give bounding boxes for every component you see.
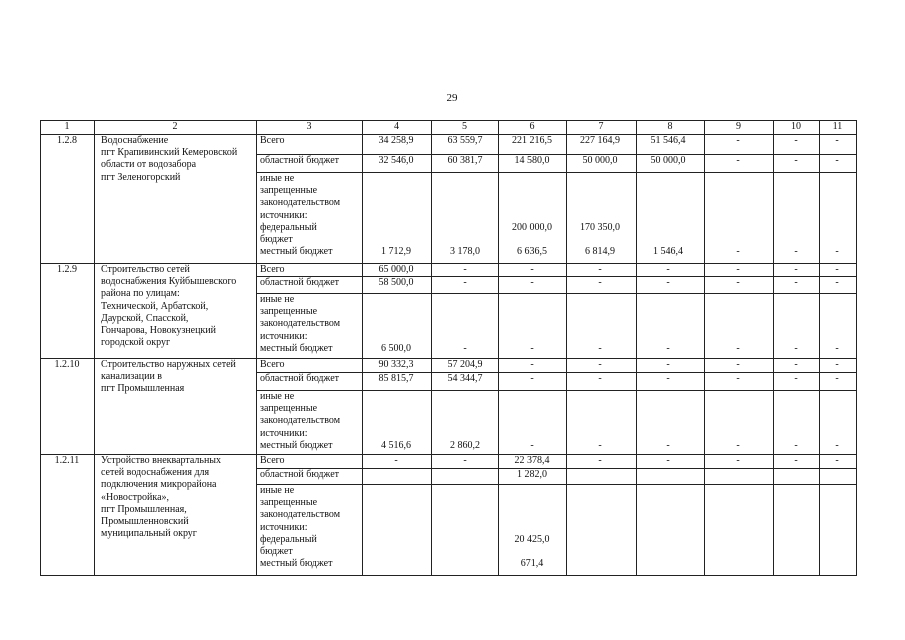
value-cell: 32 546,0: [378, 155, 414, 166]
value-cell: -: [463, 455, 467, 466]
source-label-line: иные не: [260, 294, 295, 305]
table-rule: [256, 120, 257, 575]
value-cell: 51 546,4: [650, 135, 686, 146]
value-cell: -: [736, 155, 740, 166]
value-cell: -: [794, 342, 798, 354]
value-cell: -: [666, 342, 670, 354]
value-cell: 34 258,9: [378, 135, 414, 146]
row-name-line: Строительство наружных сетей: [101, 359, 236, 370]
value-cell: -: [666, 439, 670, 451]
value-cell: -: [598, 373, 602, 384]
value-cell: -: [598, 455, 602, 466]
value-cell: 90 332,3: [378, 359, 414, 370]
value-cell: 58 500,0: [378, 277, 414, 288]
value-cell: 60 381,7: [447, 155, 483, 166]
value-cell: 65 000,0: [378, 264, 414, 275]
row-name-line: Строительство сетей: [101, 264, 190, 275]
federal-value-cell: 170 350,0: [580, 221, 620, 233]
source-label-line: Всего: [260, 264, 285, 275]
value-cell: 6 636,5: [517, 246, 547, 258]
value-cell: -: [530, 373, 534, 384]
source-label-line: областной бюджет: [260, 277, 340, 288]
source-label-line: источники:: [260, 330, 308, 342]
row-name-line: канализации в: [101, 371, 163, 383]
value-cell: -: [394, 455, 398, 466]
value-cell: 54 344,7: [447, 373, 483, 384]
value-cell: -: [463, 264, 467, 275]
source-label-line: источники:: [260, 427, 308, 439]
row-name-line: пгт Промышленная: [101, 383, 185, 395]
value-cell: -: [835, 264, 839, 275]
value-cell: -: [835, 439, 839, 451]
row-name-line: Устройство внеквартальных: [101, 455, 222, 466]
value-cell: -: [598, 277, 602, 288]
value-cell: -: [736, 135, 740, 146]
row-name-line: Технической, Арбатской,: [101, 300, 209, 312]
value-cell: 6 500,0: [381, 342, 411, 354]
value-cell: -: [794, 277, 798, 288]
value-cell: -: [736, 264, 740, 275]
value-cell: -: [666, 373, 670, 384]
federal-value-cell: 20 425,0: [514, 533, 550, 545]
column-header-8: 8: [667, 121, 673, 132]
value-cell: -: [736, 359, 740, 370]
source-label-line: федеральный: [260, 221, 317, 233]
source-label-line: местный бюджет: [260, 558, 333, 570]
value-cell: 671,4: [520, 558, 544, 570]
value-cell: 1 712,9: [381, 246, 411, 258]
value-cell: -: [794, 455, 798, 466]
row-name-line: Водоснабжение: [101, 135, 169, 146]
row-number: 1.2.9: [57, 264, 77, 275]
source-label-line: местный бюджет: [260, 439, 333, 451]
source-label-line: областной бюджет: [260, 155, 340, 166]
value-cell: 14 580,0: [514, 155, 550, 166]
value-cell: 50 000,0: [650, 155, 686, 166]
row-name-line: области от водозабора: [101, 159, 197, 171]
value-cell: -: [530, 439, 534, 451]
value-cell: -: [736, 277, 740, 288]
source-label-line: законодательством: [260, 197, 341, 209]
value-cell: 63 559,7: [447, 135, 483, 146]
value-cell: -: [530, 264, 534, 275]
value-cell: -: [835, 135, 839, 146]
value-cell: -: [463, 277, 467, 288]
table-rule: [256, 484, 857, 485]
row-name-line: пгт Зеленогорский: [101, 171, 181, 183]
row-name-line: водоснабжения Куйбышевского: [101, 276, 237, 288]
source-label-line: Всего: [260, 359, 285, 370]
value-cell: -: [736, 342, 740, 354]
row-name-line: подключения микрорайона: [101, 479, 217, 491]
value-cell: -: [598, 439, 602, 451]
table-rule: [256, 172, 857, 173]
row-name-line: Гончарова, Новокузнецкий: [101, 325, 216, 336]
column-header-11: 11: [832, 121, 843, 132]
column-header-2: 2: [172, 121, 178, 132]
value-cell: -: [530, 359, 534, 370]
value-cell: -: [666, 264, 670, 275]
value-cell: -: [463, 342, 467, 354]
source-label-line: местный бюджет: [260, 342, 333, 354]
row-number: 1.2.8: [57, 135, 77, 146]
source-label-line: законодательством: [260, 415, 341, 427]
row-name-line: городской округ: [101, 337, 171, 349]
row-name-line: муниципальный округ: [101, 528, 197, 540]
table-rule: [256, 390, 857, 391]
source-label-line: запрещенные: [260, 306, 318, 318]
source-label-line: иные не: [260, 173, 295, 184]
value-cell: -: [835, 359, 839, 370]
row-name-line: сетей водоснабжения для: [101, 467, 210, 479]
value-cell: 4 516,6: [381, 439, 411, 451]
value-cell: -: [794, 373, 798, 384]
value-cell: -: [794, 264, 798, 275]
source-label-line: бюджет: [260, 234, 293, 245]
value-cell: -: [794, 135, 798, 146]
value-cell: -: [794, 246, 798, 258]
column-header-1: 1: [64, 121, 70, 132]
source-label-line: законодательством: [260, 509, 341, 521]
value-cell: 3 178,0: [450, 246, 480, 258]
value-cell: -: [794, 439, 798, 451]
value-cell: 6 814,9: [585, 246, 615, 258]
value-cell: 85 815,7: [378, 373, 414, 384]
value-cell: 22 378,4: [514, 455, 550, 466]
source-label-line: иные не: [260, 485, 295, 496]
column-header-10: 10: [791, 121, 801, 132]
value-cell: -: [736, 455, 740, 466]
value-cell: 1 546,4: [653, 246, 683, 258]
column-header-5: 5: [462, 121, 467, 132]
column-header-4: 4: [394, 121, 399, 132]
source-label-line: иные не: [260, 391, 295, 402]
source-label-line: бюджет: [260, 546, 293, 557]
value-cell: -: [736, 439, 740, 451]
value-cell: 1 282,0: [517, 469, 547, 480]
value-cell: -: [835, 277, 839, 288]
table-rule: [94, 120, 95, 575]
value-cell: -: [598, 359, 602, 370]
value-cell: 227 164,9: [580, 135, 620, 146]
source-label-line: местный бюджет: [260, 246, 333, 258]
row-name-line: Промышленновский: [101, 516, 189, 527]
table-rule: [256, 293, 857, 294]
value-cell: -: [666, 277, 670, 288]
value-cell: -: [835, 373, 839, 384]
value-cell: 2 860,2: [450, 439, 480, 451]
value-cell: -: [835, 246, 839, 258]
column-header-7: 7: [598, 121, 604, 132]
value-cell: 57 204,9: [447, 359, 483, 370]
value-cell: -: [530, 277, 534, 288]
source-label-line: запрещенные: [260, 185, 318, 197]
value-cell: 221 216,5: [512, 135, 552, 146]
value-cell: -: [835, 342, 839, 354]
column-header-6: 6: [529, 121, 535, 132]
source-label-line: запрещенные: [260, 497, 318, 509]
row-name-line: «Новостройка»,: [101, 491, 170, 503]
row-name-line: пгт Промышленная,: [101, 503, 187, 515]
value-cell: -: [835, 155, 839, 166]
value-cell: -: [530, 342, 534, 354]
source-label-line: Всего: [260, 455, 285, 466]
value-cell: -: [736, 246, 740, 258]
row-name-line: Даурской, Спасской,: [101, 312, 189, 324]
row-name-line: пгт Крапивинский Кемеровской: [101, 147, 238, 159]
source-label-line: областной бюджет: [260, 373, 340, 384]
row-number: 1.2.10: [54, 359, 80, 370]
source-label-line: федеральный: [260, 533, 317, 545]
table-rule: [40, 120, 41, 575]
value-cell: -: [835, 455, 839, 466]
column-header-9: 9: [736, 121, 741, 132]
source-label-line: запрещенные: [260, 403, 318, 415]
value-cell: -: [794, 359, 798, 370]
source-label-line: законодательством: [260, 318, 341, 330]
row-number: 1.2.11: [54, 455, 80, 466]
value-cell: -: [598, 342, 602, 354]
value-cell: -: [736, 373, 740, 384]
value-cell: -: [666, 455, 670, 466]
source-label-line: источники:: [260, 521, 308, 533]
source-label-line: источники:: [260, 209, 308, 221]
source-label-line: Всего: [260, 135, 285, 146]
value-cell: -: [794, 155, 798, 166]
value-cell: 50 000,0: [582, 155, 618, 166]
row-name-line: района по улицам:: [101, 288, 180, 300]
page-number: 29: [446, 92, 458, 104]
column-header-3: 3: [306, 121, 312, 132]
source-label-line: областной бюджет: [260, 469, 340, 480]
value-cell: -: [598, 264, 602, 275]
table-rule: [40, 575, 857, 576]
value-cell: -: [666, 359, 670, 370]
federal-value-cell: 200 000,0: [512, 221, 552, 233]
